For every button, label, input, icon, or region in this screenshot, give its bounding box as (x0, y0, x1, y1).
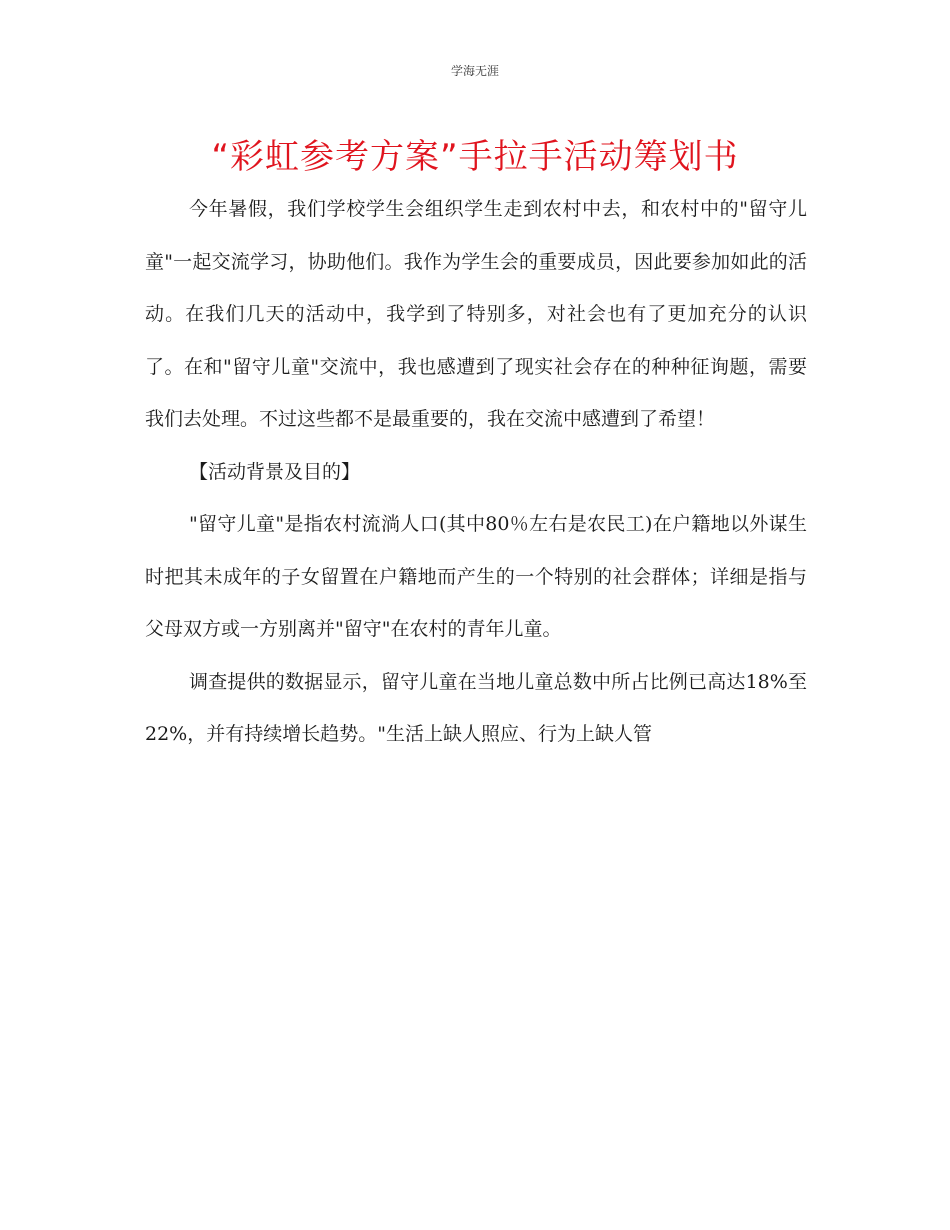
paragraph-intro: 今年暑假，我们学校学生会组织学生走到农村中去，和农村中的"留守儿童"一起交流学习，协助他们。我作为学生会的重要成员，因此要参加如此的活动。在我们几天的活动中，我学到了特别多，对社会也有了更加充分的认识了。在和"留守儿童"交流中，我也感遭到了现实社会存在的种种征询题，需要我们去处理。不过这些都不是最重要的，我在交流中感遭到了希望！ (145, 198, 807, 430)
paragraph-statistics: 调查提供的数据显示，留守儿童在当地儿童总数中所占比例已高达18%至22%，并有持续增长趋势。"生活上缺人照应、行为上缺人管 (145, 670, 807, 745)
document-title: “彩虹参考方案”手拉手活动筹划书 (211, 137, 739, 177)
document-body (145, 183, 807, 761)
paragraph-definition: "留守儿童"是指农村流淌人口(其中80％左右是农民工)在户籍地以外谋生时把其未成年的子女留置在户籍地而产生的一个特别的社会群体；详细是指与父母双方或一方别离并"留守"在农村的青年儿童。 (145, 513, 807, 640)
section-heading-background: 【活动背景及目的】 (189, 460, 361, 483)
page-header: 学海无涯 (450, 64, 499, 78)
